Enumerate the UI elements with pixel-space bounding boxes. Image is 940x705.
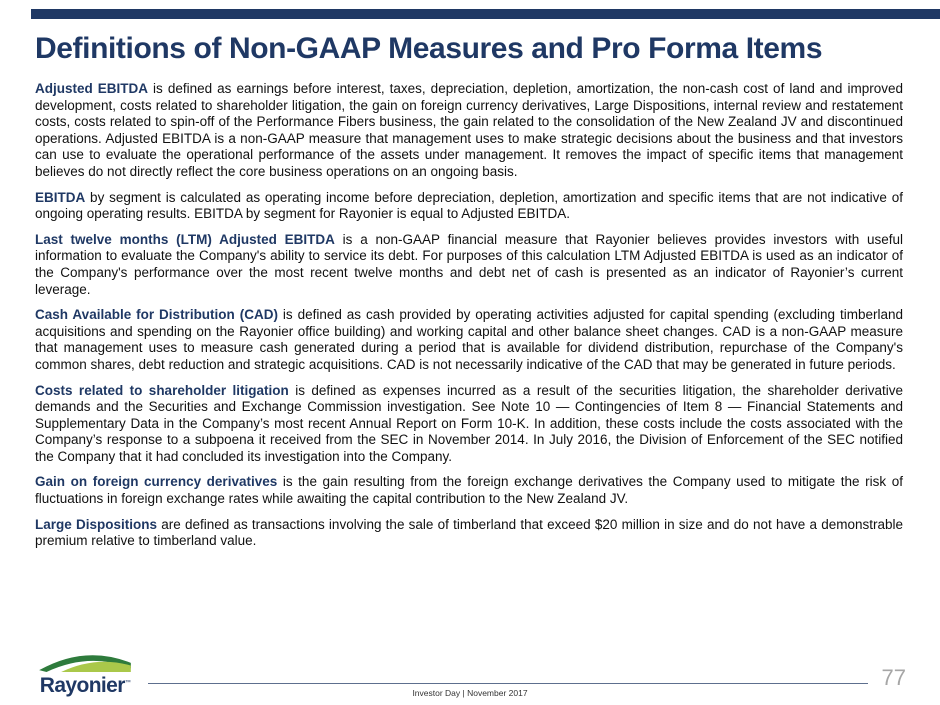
logo-leaf-swoosh-icon — [37, 650, 133, 672]
definition-text: is a non-GAAP financial measure that Rayonier believes provides investors with useful information to evaluate the Company's ability to service its debt. For purposes of this calculation LTM Adjusted EBITDA is used as an indicator of the Company's performance over the most recent twelve months and debt net of cash is presented as an indicator of Rayonier’s current leverage. — [35, 231, 904, 297]
definition-term: Costs related to shareholder litigation — [35, 382, 289, 398]
top-accent-bar — [31, 9, 940, 19]
definition-term: Adjusted EBITDA — [35, 81, 149, 96]
definition-paragraph — [35, 307, 903, 373]
definition-term: Last twelve months (LTM) Adjusted EBITDA — [35, 231, 335, 247]
definition-text: is defined as cash provided by operating activities adjusted for capital spending (excluding timberland acquisitions and spending on the Rayonier office building) and working capital and other balance sheet changes. CAD is a non-GAAP measure that management uses to measure cash generated during a period that is available for dividend distribution, repurchase of the Company's common shares, debt reduction and strategic acquisitions. CAD is not necessarily indicative of the CAD that may be generated in future periods. — [35, 307, 903, 372]
footer-caption: Investor Day | November 2017 — [412, 688, 528, 698]
definition-paragraph — [35, 474, 903, 507]
definition-term: Cash Available for Distribution (CAD) — [35, 307, 278, 323]
definition-term: Large Dispositions — [35, 516, 157, 532]
definition-paragraph — [35, 517, 903, 550]
definition-paragraph — [35, 81, 903, 181]
page-title: Definitions of Non-GAAP Measures and Pro Forma Items — [35, 32, 823, 65]
slide-content — [35, 32, 903, 559]
definition-term: EBITDA — [35, 189, 86, 205]
definition-paragraph — [35, 232, 903, 298]
definition-text: is the gain resulting from the foreign exchange derivatives the Company used to mitigate the risk of fluctuations in foreign exchange rates while awaiting the capital contribution to the New Zealand JV. — [35, 474, 903, 507]
definition-text: is defined as earnings before interest, taxes, depreciation, depletion, amortization, the non-cash cost of land and improved development, costs related to shareholder litigation, the gain on foreign currency derivatives, Large Dispositions, internal review and restatement costs, costs related to spin-off of the Performance Fibers business, the gain related to the consolidation of the New Zealand JV and discontinued operations. Adjusted EBITDA is a non-GAAP measure that management uses to make strategic decisions about the business and that investors can use to evaluate the operational performance of the assets under management. It removes the impact of specific items that management believes do not directly reflect the core business operations on an ongoing basis. — [35, 81, 903, 179]
logo-text: Rayonier — [39, 674, 125, 697]
definition-text: is defined as expenses incurred as a result of the securities litigation, the shareholder derivative demands and the Securities and Exchange Commission investigation. See Note 10 — Contingencies of Item 8 — Financial Statements and Supplementary Data in the Company’s most recent Annual Report on Form 10-K. In addition, these costs include the costs associated with the Company’s response to a subpoena it received from the SEC in November 2014. In July 2016, the Division of Enforcement of the SEC notified the Company that it had concluded its investigation into the Company. — [35, 382, 903, 464]
logo-trademark-symbol: ™ — [124, 680, 131, 686]
definition-text: by segment is calculated as operating income before depreciation, depletion, amortization and specific items that are not indicative of ongoing operating results. EBITDA by segment for Rayonier is equal to Adjusted EBITDA. — [35, 189, 903, 222]
definition-term: Gain on foreign currency derivatives — [35, 474, 278, 490]
footer-rule — [148, 683, 868, 684]
definition-text: are defined as transactions involving the sale of timberland that exceed $20 million in size and do not have a demonstrable premium relative to timberland value. — [35, 516, 903, 549]
definition-paragraph — [35, 383, 903, 466]
definition-paragraph — [35, 190, 903, 223]
page-number: 77 — [881, 665, 906, 690]
